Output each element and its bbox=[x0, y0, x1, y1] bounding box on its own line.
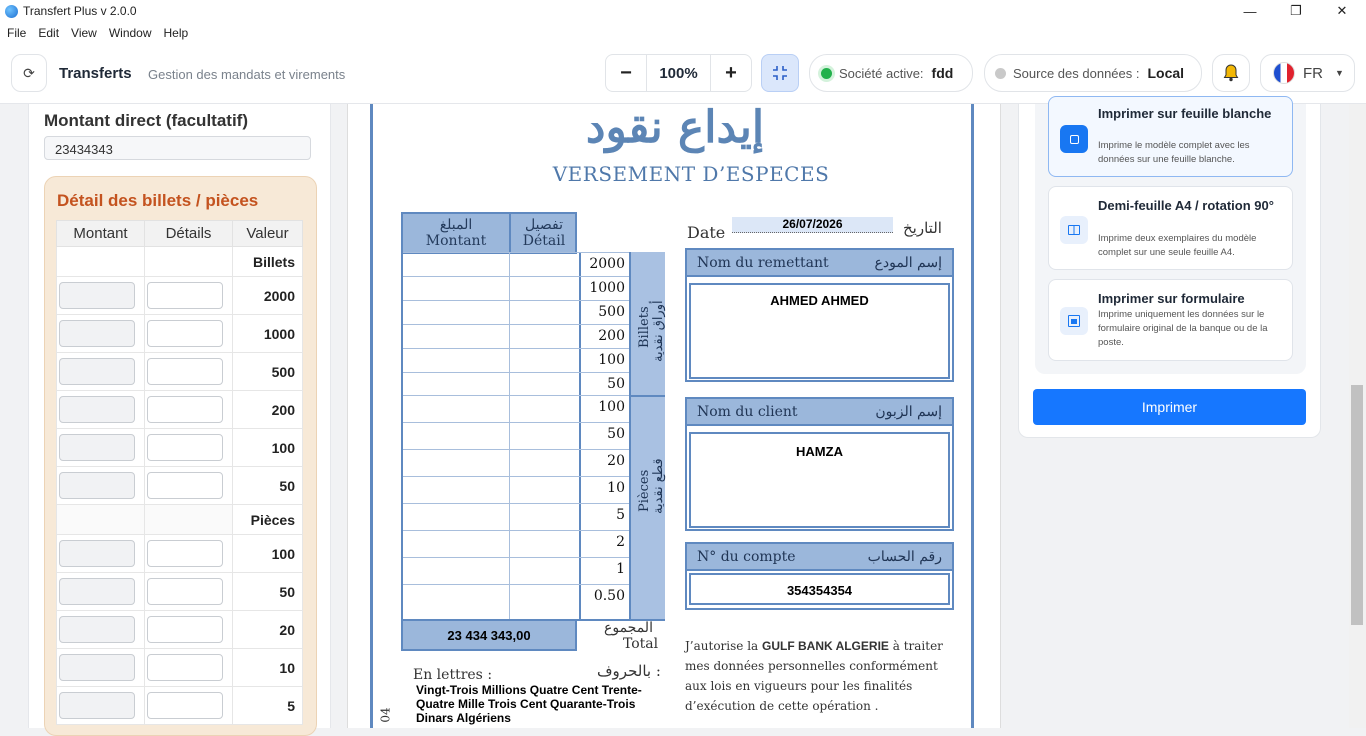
option-title: Imprimer sur formulaire bbox=[1098, 291, 1245, 306]
col-detail-label: Détail bbox=[522, 233, 566, 249]
section-pieces: Pièces bbox=[233, 505, 303, 535]
montant-field[interactable] bbox=[59, 616, 135, 643]
col-montant: Montant bbox=[57, 221, 145, 247]
client-box bbox=[685, 397, 954, 531]
compte-box bbox=[685, 542, 954, 610]
page-subtitle: Gestion des mandats et virements bbox=[148, 67, 346, 82]
table-row bbox=[57, 535, 303, 573]
valeur-cell: 50 bbox=[233, 467, 303, 505]
valeur-cell: 200 bbox=[233, 391, 303, 429]
client-arabic: إسم الزبون bbox=[875, 403, 942, 420]
zoom-control bbox=[605, 54, 752, 92]
denomination-label: 5 bbox=[616, 507, 625, 523]
menu-help[interactable]: Help bbox=[163, 26, 189, 40]
details-field[interactable] bbox=[147, 358, 223, 385]
option-desc: Imprime uniquement les données sur le formulaire original de la banque ou de la poste. bbox=[1098, 309, 1268, 348]
notifications-button[interactable] bbox=[1212, 54, 1250, 92]
france-flag-icon bbox=[1273, 62, 1295, 84]
valeur-cell: 5 bbox=[233, 687, 303, 725]
total-arabic: المجموع bbox=[604, 620, 653, 636]
document-preview bbox=[347, 104, 1001, 728]
table-row bbox=[57, 467, 303, 505]
col-detail-arabic: تفصيل bbox=[525, 217, 563, 233]
language-select[interactable] bbox=[1260, 54, 1355, 92]
refresh-icon: ⟳ bbox=[23, 64, 35, 81]
societe-active-indicator bbox=[809, 54, 973, 92]
option-feuille-blanche[interactable] bbox=[1048, 96, 1293, 177]
detail-grid bbox=[401, 252, 665, 621]
montant-field[interactable] bbox=[59, 434, 135, 461]
page-title: Transferts bbox=[59, 65, 132, 82]
grid-row-line bbox=[403, 584, 629, 585]
table-row bbox=[57, 277, 303, 315]
zoom-in-button[interactable]: + bbox=[725, 61, 737, 84]
remettant-value: AHMED AHMED bbox=[689, 283, 950, 379]
date-label: Date bbox=[687, 223, 726, 242]
menu-window[interactable]: Window bbox=[108, 26, 152, 40]
details-field[interactable] bbox=[147, 540, 223, 567]
bell-icon bbox=[1223, 64, 1239, 82]
details-field[interactable] bbox=[147, 396, 223, 423]
form-icon bbox=[1060, 307, 1088, 335]
table-row bbox=[57, 573, 303, 611]
pieces-band-arabic: قطع نقدية bbox=[651, 458, 666, 514]
denomination-label: 1 bbox=[616, 561, 625, 577]
refresh-button[interactable] bbox=[11, 54, 47, 92]
denomination-label: 20 bbox=[607, 453, 625, 469]
col-montant-label: Montant bbox=[425, 233, 487, 249]
menu-view[interactable]: View bbox=[71, 26, 97, 40]
remettant-box bbox=[685, 248, 954, 382]
denomination-label: 100 bbox=[598, 399, 625, 415]
form-border-left bbox=[370, 104, 373, 728]
date-arabic: التاريخ bbox=[903, 219, 942, 237]
valeur-cell: 1000 bbox=[233, 315, 303, 353]
billets-detail-title: Détail des billets / pièces bbox=[57, 191, 259, 210]
option-formulaire[interactable] bbox=[1048, 279, 1293, 361]
authorization-text: J’autorise la GULF BANK ALGERIE à traiter mes données personnelles conformément aux lois en vigueurs pour les finalités d’exécution de cette opération . bbox=[685, 639, 943, 713]
columns-icon bbox=[1060, 216, 1088, 244]
option-title: Demi-feuille A4 / rotation 90° bbox=[1098, 198, 1274, 213]
billets-band-arabic: أوراق نقدية bbox=[651, 300, 666, 362]
date-value: 26/07/2026 bbox=[732, 217, 893, 233]
table-row bbox=[57, 429, 303, 467]
denomination-label: 10 bbox=[607, 480, 625, 496]
title-bar bbox=[0, 0, 1366, 22]
bank-name: GULF BANK ALGERIE bbox=[762, 639, 889, 653]
grid-row-line bbox=[403, 395, 629, 396]
valeur-cell: 100 bbox=[233, 535, 303, 573]
form-title-arabic: إيداع نقود bbox=[585, 104, 765, 153]
valeur-cell: 100 bbox=[233, 429, 303, 467]
details-field[interactable] bbox=[147, 434, 223, 461]
section-billets: Billets bbox=[233, 247, 303, 277]
remettant-label: Nom du remettant bbox=[697, 254, 829, 271]
remettant-arabic: إسم المودع bbox=[874, 254, 942, 271]
en-lettres-arabic: بالحروف : bbox=[597, 662, 661, 680]
grid-row-line bbox=[403, 348, 629, 349]
montant-field[interactable] bbox=[59, 358, 135, 385]
denomination-label: 1000 bbox=[589, 280, 625, 296]
montant-direct-label: Montant direct (facultatif) bbox=[44, 111, 248, 130]
client-value: HAMZA bbox=[689, 432, 950, 528]
left-panel bbox=[28, 104, 331, 728]
col-valeur: Valeur bbox=[233, 221, 303, 247]
en-lettres-label: En lettres : bbox=[413, 667, 493, 683]
option-demi-feuille[interactable] bbox=[1048, 186, 1293, 270]
grid-row-line bbox=[403, 530, 629, 531]
valeur-cell: 20 bbox=[233, 611, 303, 649]
client-label: Nom du client bbox=[697, 403, 798, 420]
data-source-indicator bbox=[984, 54, 1202, 92]
details-field[interactable] bbox=[147, 282, 223, 309]
window-title: Transfert Plus v 2.0.0 bbox=[23, 4, 137, 18]
option-desc: Imprime le modèle complet avec les données sur une feuille blanche. bbox=[1098, 140, 1250, 165]
table-row bbox=[57, 391, 303, 429]
table-row bbox=[57, 353, 303, 391]
total-value: 23 434 343,00 bbox=[401, 619, 577, 651]
valeur-cell: 500 bbox=[233, 353, 303, 391]
grid-row-line bbox=[403, 476, 629, 477]
denomination-label: 200 bbox=[598, 328, 625, 344]
denomination-label: 2000 bbox=[589, 256, 625, 272]
denomination-label: 2 bbox=[616, 534, 625, 550]
print-options-panel bbox=[1018, 104, 1321, 438]
montant-field[interactable] bbox=[59, 472, 135, 499]
grid-row-line bbox=[403, 557, 629, 558]
montant-direct-input[interactable]: 23434343 bbox=[44, 136, 311, 160]
grid-row-line bbox=[403, 300, 629, 301]
form-side-code: 04 bbox=[378, 707, 393, 723]
details-field[interactable] bbox=[147, 320, 223, 347]
print-options-list bbox=[1035, 104, 1306, 374]
compte-arabic: رقم الحساب bbox=[867, 548, 942, 565]
montant-field[interactable] bbox=[59, 540, 135, 567]
details-field[interactable] bbox=[147, 616, 223, 643]
table-row bbox=[57, 611, 303, 649]
zoom-level: 100% bbox=[646, 55, 711, 91]
montant-field[interactable] bbox=[59, 396, 135, 423]
valeur-cell: 50 bbox=[233, 573, 303, 611]
form-border-right bbox=[971, 104, 974, 728]
zoom-out-button[interactable]: − bbox=[620, 61, 632, 84]
menu-file[interactable]: File bbox=[7, 26, 27, 40]
status-dot-icon bbox=[821, 68, 832, 79]
option-title: Imprimer sur feuille blanche bbox=[1098, 106, 1272, 121]
print-button[interactable]: Imprimer bbox=[1033, 389, 1306, 425]
menu-bar bbox=[0, 22, 1366, 44]
col-montant-arabic: المبلغ bbox=[439, 217, 473, 233]
option-desc: Imprime deux exemplaires du modèle complet sur une seule feuille A4. bbox=[1098, 233, 1257, 258]
source-value: Local bbox=[1147, 65, 1185, 81]
montant-field[interactable] bbox=[59, 282, 135, 309]
billets-band-label: Billets bbox=[637, 306, 652, 348]
source-dot-icon bbox=[995, 68, 1006, 79]
grid-row-line bbox=[403, 503, 629, 504]
montant-field[interactable] bbox=[59, 320, 135, 347]
societe-label: Société active: bbox=[839, 65, 924, 81]
form-title: VERSEMENT D’ESPECES bbox=[552, 162, 830, 186]
language-value: FR bbox=[1303, 64, 1323, 82]
maximize-button[interactable]: ❐ bbox=[1290, 3, 1302, 18]
montant-field[interactable] bbox=[59, 654, 135, 681]
grid-row-line bbox=[403, 276, 629, 277]
denomination-label: 100 bbox=[598, 352, 625, 368]
compte-value: 354354354 bbox=[689, 573, 950, 605]
denomination-label: 50 bbox=[607, 426, 625, 442]
chevron-down-icon: ▼ bbox=[1335, 68, 1344, 78]
valeur-cell: 10 bbox=[233, 649, 303, 687]
grid-row-line bbox=[403, 324, 629, 325]
grid-row-line bbox=[403, 449, 629, 450]
fit-screen-button[interactable] bbox=[761, 54, 799, 92]
denomination-label: 50 bbox=[607, 376, 625, 392]
billets-table bbox=[56, 220, 303, 725]
billets-detail-card bbox=[44, 176, 317, 736]
app-logo-icon bbox=[5, 5, 18, 18]
table-row bbox=[57, 649, 303, 687]
montant-field[interactable] bbox=[59, 692, 135, 719]
compte-label: N° du compte bbox=[697, 548, 796, 565]
menu-edit[interactable]: Edit bbox=[38, 26, 60, 40]
details-field[interactable] bbox=[147, 578, 223, 605]
collapse-icon bbox=[772, 65, 788, 81]
minimize-button[interactable]: — bbox=[1243, 3, 1257, 19]
amount-in-words: Vingt-Trois Millions Quatre Cent Trente-Quatre Mille Trois Cent Quarante-Trois Dinars Algériens bbox=[416, 683, 642, 725]
details-field[interactable] bbox=[147, 472, 223, 499]
total-label: Total bbox=[623, 636, 659, 652]
source-label: Source des données : bbox=[1013, 65, 1140, 81]
grid-row-line bbox=[403, 422, 629, 423]
valeur-cell: 2000 bbox=[233, 277, 303, 315]
pieces-band-label: Pièces bbox=[637, 469, 652, 512]
grid-row-line bbox=[403, 372, 629, 373]
denomination-label: 0.50 bbox=[593, 588, 625, 604]
detail-table-header bbox=[401, 212, 577, 254]
details-field[interactable] bbox=[147, 654, 223, 681]
scrollbar-thumb[interactable] bbox=[1351, 385, 1363, 625]
montant-field[interactable] bbox=[59, 578, 135, 605]
table-row bbox=[57, 687, 303, 725]
toolbar bbox=[0, 44, 1366, 104]
societe-value: fdd bbox=[931, 65, 954, 81]
table-row bbox=[57, 315, 303, 353]
grid-row-line bbox=[403, 252, 629, 253]
denomination-label: 500 bbox=[598, 304, 625, 320]
close-button[interactable]: ✕ bbox=[1336, 3, 1348, 18]
details-field[interactable] bbox=[147, 692, 223, 719]
square-icon bbox=[1060, 125, 1088, 153]
col-details: Détails bbox=[145, 221, 233, 247]
